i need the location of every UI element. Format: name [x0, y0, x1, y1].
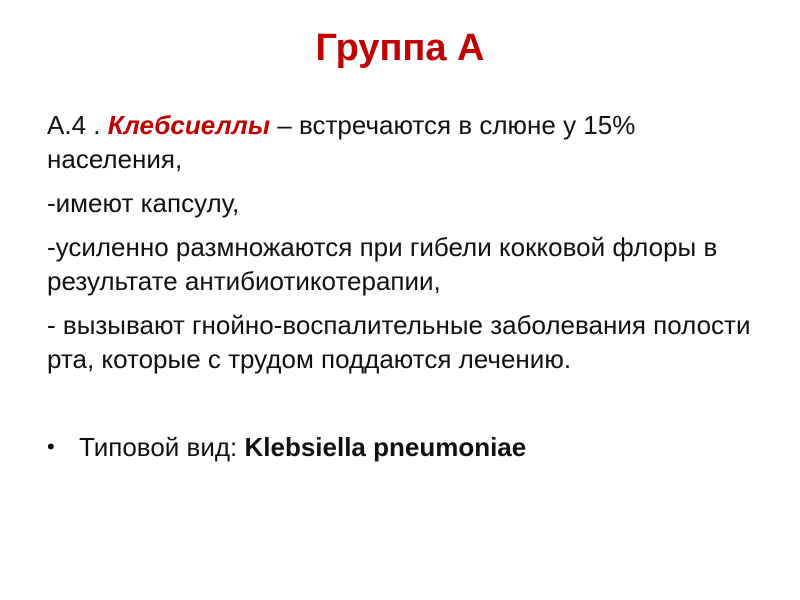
- paragraph-diseases: - вызывают гнойно-воспалительные заболевания полости рта, которые с трудом поддаются лечению.: [47, 310, 751, 374]
- section-number: А.4 .: [47, 110, 108, 140]
- paragraph-reproduction: -усиленно размножаются при гибели кокковой флоры в результате антибиотикотерапии,: [47, 232, 718, 296]
- species-name: Klebsiella pneumoniae: [244, 432, 527, 462]
- paragraph-klebsiella-intro: [47, 108, 777, 176]
- slide-title: Группа А: [315, 27, 485, 69]
- type-species-label: Типовой вид:: [79, 432, 245, 462]
- spacer: [47, 386, 777, 430]
- slide-body: [47, 108, 777, 464]
- term-klebsiella: Клебсиеллы: [107, 110, 271, 140]
- bullet-icon: •: [47, 434, 55, 459]
- paragraph-capsule: -имеют капсулу,: [47, 188, 240, 218]
- bullet-text: [79, 430, 526, 464]
- intro-text: – встречаются в слюне у 15% населения,: [47, 110, 636, 174]
- bullet-type-species: [47, 430, 777, 464]
